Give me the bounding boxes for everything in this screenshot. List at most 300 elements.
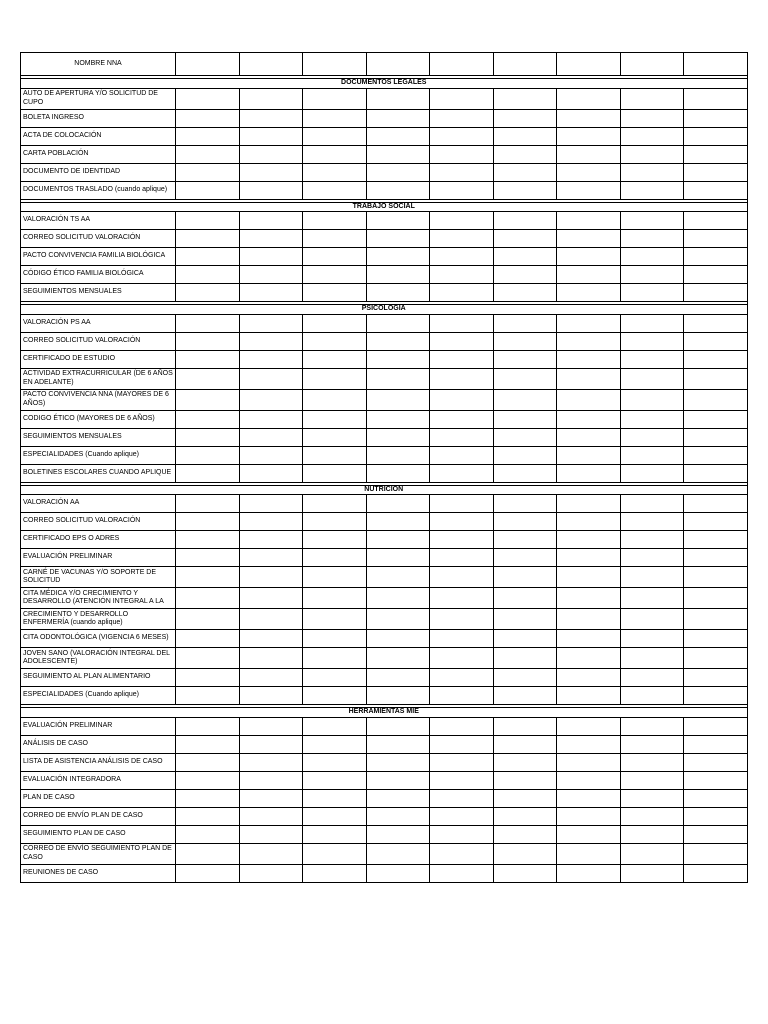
entry-cell[interactable] (430, 648, 494, 669)
entry-cell[interactable] (620, 145, 684, 163)
entry-cell[interactable] (176, 825, 240, 843)
entry-cell[interactable] (493, 717, 557, 735)
entry-cell[interactable] (176, 549, 240, 567)
entry-cell[interactable] (684, 531, 748, 549)
entry-cell[interactable] (303, 789, 367, 807)
entry-cell[interactable] (620, 588, 684, 609)
entry-cell[interactable] (620, 717, 684, 735)
entry-cell[interactable] (430, 181, 494, 199)
entry-cell[interactable] (430, 825, 494, 843)
entry-cell[interactable] (366, 630, 430, 648)
entry-cell[interactable] (684, 609, 748, 630)
entry-cell[interactable] (493, 843, 557, 864)
entry-cell[interactable] (684, 771, 748, 789)
entry-cell[interactable] (176, 284, 240, 302)
entry-cell[interactable] (239, 230, 303, 248)
entry-cell[interactable] (430, 567, 494, 588)
entry-cell[interactable] (303, 181, 367, 199)
entry-cell[interactable] (239, 864, 303, 882)
entry-cell[interactable] (493, 864, 557, 882)
entry-cell[interactable] (684, 389, 748, 410)
entry-cell[interactable] (620, 630, 684, 648)
entry-cell[interactable] (430, 630, 494, 648)
entry-cell[interactable] (430, 864, 494, 882)
entry-cell[interactable] (684, 109, 748, 127)
entry-cell[interactable] (620, 771, 684, 789)
entry-cell[interactable] (493, 531, 557, 549)
entry-cell[interactable] (430, 687, 494, 705)
entry-cell[interactable] (620, 807, 684, 825)
entry-cell[interactable] (557, 181, 621, 199)
entry-cell[interactable] (366, 368, 430, 389)
entry-cell[interactable] (366, 350, 430, 368)
entry-cell[interactable] (366, 446, 430, 464)
entry-cell[interactable] (684, 248, 748, 266)
entry-cell[interactable] (176, 145, 240, 163)
entry-cell[interactable] (176, 495, 240, 513)
entry-cell[interactable] (557, 630, 621, 648)
entry-cell[interactable] (366, 648, 430, 669)
entry-cell[interactable] (430, 314, 494, 332)
entry-cell[interactable] (684, 446, 748, 464)
entry-cell[interactable] (366, 266, 430, 284)
entry-cell[interactable] (176, 389, 240, 410)
entry-cell[interactable] (366, 212, 430, 230)
entry-cell[interactable] (303, 389, 367, 410)
entry-cell[interactable] (239, 127, 303, 145)
entry-cell[interactable] (684, 789, 748, 807)
entry-cell[interactable] (239, 807, 303, 825)
entry-cell[interactable] (303, 735, 367, 753)
entry-cell[interactable] (684, 368, 748, 389)
entry-cell[interactable] (684, 145, 748, 163)
entry-cell[interactable] (684, 428, 748, 446)
entry-cell[interactable] (430, 127, 494, 145)
entry-cell[interactable] (176, 513, 240, 531)
entry-cell[interactable] (430, 807, 494, 825)
entry-cell[interactable] (493, 669, 557, 687)
entry-cell[interactable] (366, 549, 430, 567)
entry-cell[interactable] (684, 332, 748, 350)
entry-cell[interactable] (684, 410, 748, 428)
entry-cell[interactable] (620, 513, 684, 531)
entry-cell[interactable] (303, 446, 367, 464)
entry-cell[interactable] (366, 163, 430, 181)
entry-cell[interactable] (430, 230, 494, 248)
entry-cell[interactable] (493, 145, 557, 163)
entry-cell[interactable] (239, 567, 303, 588)
entry-cell[interactable] (366, 248, 430, 266)
entry-cell[interactable] (239, 350, 303, 368)
entry-cell[interactable] (366, 567, 430, 588)
entry-cell[interactable] (176, 717, 240, 735)
entry-cell[interactable] (239, 588, 303, 609)
entry-cell[interactable] (366, 88, 430, 109)
entry-cell[interactable] (430, 368, 494, 389)
entry-cell[interactable] (684, 314, 748, 332)
entry-cell[interactable] (493, 248, 557, 266)
entry-cell[interactable] (557, 771, 621, 789)
entry-cell[interactable] (366, 314, 430, 332)
entry-cell[interactable] (430, 513, 494, 531)
entry-cell[interactable] (684, 567, 748, 588)
entry-cell[interactable] (366, 687, 430, 705)
entry-cell[interactable] (239, 53, 303, 76)
entry-cell[interactable] (620, 753, 684, 771)
entry-cell[interactable] (303, 687, 367, 705)
entry-cell[interactable] (430, 410, 494, 428)
entry-cell[interactable] (557, 513, 621, 531)
entry-cell[interactable] (366, 410, 430, 428)
entry-cell[interactable] (366, 428, 430, 446)
entry-cell[interactable] (493, 109, 557, 127)
entry-cell[interactable] (430, 789, 494, 807)
entry-cell[interactable] (493, 771, 557, 789)
entry-cell[interactable] (620, 789, 684, 807)
entry-cell[interactable] (684, 717, 748, 735)
entry-cell[interactable] (366, 230, 430, 248)
entry-cell[interactable] (684, 669, 748, 687)
entry-cell[interactable] (430, 735, 494, 753)
entry-cell[interactable] (684, 181, 748, 199)
entry-cell[interactable] (303, 230, 367, 248)
entry-cell[interactable] (176, 248, 240, 266)
entry-cell[interactable] (493, 588, 557, 609)
entry-cell[interactable] (303, 513, 367, 531)
entry-cell[interactable] (303, 588, 367, 609)
entry-cell[interactable] (557, 807, 621, 825)
entry-cell[interactable] (176, 588, 240, 609)
entry-cell[interactable] (430, 771, 494, 789)
entry-cell[interactable] (176, 446, 240, 464)
entry-cell[interactable] (303, 145, 367, 163)
entry-cell[interactable] (366, 389, 430, 410)
entry-cell[interactable] (684, 53, 748, 76)
entry-cell[interactable] (493, 181, 557, 199)
entry-cell[interactable] (430, 495, 494, 513)
entry-cell[interactable] (620, 314, 684, 332)
entry-cell[interactable] (620, 648, 684, 669)
entry-cell[interactable] (684, 630, 748, 648)
entry-cell[interactable] (493, 464, 557, 482)
entry-cell[interactable] (493, 648, 557, 669)
entry-cell[interactable] (239, 549, 303, 567)
entry-cell[interactable] (303, 549, 367, 567)
entry-cell[interactable] (493, 735, 557, 753)
entry-cell[interactable] (176, 266, 240, 284)
entry-cell[interactable] (430, 446, 494, 464)
entry-cell[interactable] (557, 531, 621, 549)
entry-cell[interactable] (557, 389, 621, 410)
entry-cell[interactable] (430, 350, 494, 368)
entry-cell[interactable] (620, 389, 684, 410)
entry-cell[interactable] (366, 789, 430, 807)
entry-cell[interactable] (557, 669, 621, 687)
entry-cell[interactable] (239, 789, 303, 807)
entry-cell[interactable] (239, 609, 303, 630)
entry-cell[interactable] (303, 495, 367, 513)
entry-cell[interactable] (620, 284, 684, 302)
entry-cell[interactable] (684, 825, 748, 843)
entry-cell[interactable] (303, 410, 367, 428)
entry-cell[interactable] (493, 789, 557, 807)
entry-cell[interactable] (684, 735, 748, 753)
entry-cell[interactable] (239, 735, 303, 753)
entry-cell[interactable] (557, 88, 621, 109)
entry-cell[interactable] (303, 284, 367, 302)
entry-cell[interactable] (176, 771, 240, 789)
entry-cell[interactable] (303, 807, 367, 825)
entry-cell[interactable] (239, 669, 303, 687)
entry-cell[interactable] (176, 807, 240, 825)
entry-cell[interactable] (493, 410, 557, 428)
entry-cell[interactable] (430, 464, 494, 482)
entry-cell[interactable] (493, 53, 557, 76)
entry-cell[interactable] (303, 314, 367, 332)
entry-cell[interactable] (684, 350, 748, 368)
entry-cell[interactable] (366, 717, 430, 735)
entry-cell[interactable] (557, 248, 621, 266)
entry-cell[interactable] (176, 88, 240, 109)
entry-cell[interactable] (239, 368, 303, 389)
entry-cell[interactable] (176, 735, 240, 753)
entry-cell[interactable] (620, 687, 684, 705)
entry-cell[interactable] (176, 609, 240, 630)
entry-cell[interactable] (493, 163, 557, 181)
entry-cell[interactable] (684, 588, 748, 609)
entry-cell[interactable] (557, 332, 621, 350)
entry-cell[interactable] (366, 864, 430, 882)
entry-cell[interactable] (239, 332, 303, 350)
entry-cell[interactable] (176, 53, 240, 76)
entry-cell[interactable] (239, 495, 303, 513)
entry-cell[interactable] (303, 163, 367, 181)
entry-cell[interactable] (366, 127, 430, 145)
entry-cell[interactable] (239, 843, 303, 864)
entry-cell[interactable] (176, 669, 240, 687)
entry-cell[interactable] (239, 717, 303, 735)
entry-cell[interactable] (176, 789, 240, 807)
entry-cell[interactable] (493, 314, 557, 332)
entry-cell[interactable] (303, 350, 367, 368)
entry-cell[interactable] (620, 53, 684, 76)
entry-cell[interactable] (557, 446, 621, 464)
entry-cell[interactable] (557, 843, 621, 864)
entry-cell[interactable] (366, 735, 430, 753)
entry-cell[interactable] (620, 495, 684, 513)
entry-cell[interactable] (176, 350, 240, 368)
entry-cell[interactable] (557, 495, 621, 513)
entry-cell[interactable] (176, 843, 240, 864)
entry-cell[interactable] (493, 549, 557, 567)
entry-cell[interactable] (303, 669, 367, 687)
entry-cell[interactable] (620, 350, 684, 368)
entry-cell[interactable] (493, 389, 557, 410)
entry-cell[interactable] (620, 332, 684, 350)
entry-cell[interactable] (303, 531, 367, 549)
entry-cell[interactable] (303, 127, 367, 145)
entry-cell[interactable] (176, 127, 240, 145)
entry-cell[interactable] (620, 549, 684, 567)
entry-cell[interactable] (303, 464, 367, 482)
entry-cell[interactable] (430, 284, 494, 302)
entry-cell[interactable] (684, 163, 748, 181)
entry-cell[interactable] (303, 332, 367, 350)
entry-cell[interactable] (176, 212, 240, 230)
entry-cell[interactable] (366, 531, 430, 549)
entry-cell[interactable] (493, 446, 557, 464)
entry-cell[interactable] (684, 464, 748, 482)
entry-cell[interactable] (493, 630, 557, 648)
entry-cell[interactable] (303, 864, 367, 882)
entry-cell[interactable] (684, 495, 748, 513)
entry-cell[interactable] (176, 687, 240, 705)
entry-cell[interactable] (557, 687, 621, 705)
entry-cell[interactable] (239, 687, 303, 705)
entry-cell[interactable] (557, 464, 621, 482)
entry-cell[interactable] (493, 368, 557, 389)
entry-cell[interactable] (303, 567, 367, 588)
entry-cell[interactable] (176, 464, 240, 482)
entry-cell[interactable] (620, 88, 684, 109)
entry-cell[interactable] (493, 687, 557, 705)
entry-cell[interactable] (557, 212, 621, 230)
entry-cell[interactable] (366, 145, 430, 163)
entry-cell[interactable] (430, 389, 494, 410)
entry-cell[interactable] (239, 109, 303, 127)
entry-cell[interactable] (239, 284, 303, 302)
entry-cell[interactable] (493, 428, 557, 446)
entry-cell[interactable] (557, 735, 621, 753)
entry-cell[interactable] (620, 864, 684, 882)
entry-cell[interactable] (620, 609, 684, 630)
entry-cell[interactable] (557, 789, 621, 807)
entry-cell[interactable] (620, 212, 684, 230)
entry-cell[interactable] (176, 314, 240, 332)
entry-cell[interactable] (239, 410, 303, 428)
entry-cell[interactable] (684, 284, 748, 302)
entry-cell[interactable] (366, 181, 430, 199)
entry-cell[interactable] (366, 109, 430, 127)
entry-cell[interactable] (493, 567, 557, 588)
entry-cell[interactable] (239, 88, 303, 109)
entry-cell[interactable] (366, 284, 430, 302)
entry-cell[interactable] (684, 513, 748, 531)
entry-cell[interactable] (239, 181, 303, 199)
entry-cell[interactable] (239, 630, 303, 648)
entry-cell[interactable] (557, 230, 621, 248)
entry-cell[interactable] (430, 549, 494, 567)
entry-cell[interactable] (620, 428, 684, 446)
entry-cell[interactable] (557, 109, 621, 127)
entry-cell[interactable] (366, 753, 430, 771)
entry-cell[interactable] (303, 368, 367, 389)
entry-cell[interactable] (430, 717, 494, 735)
entry-cell[interactable] (239, 446, 303, 464)
entry-cell[interactable] (557, 588, 621, 609)
entry-cell[interactable] (303, 771, 367, 789)
entry-cell[interactable] (176, 630, 240, 648)
entry-cell[interactable] (303, 109, 367, 127)
entry-cell[interactable] (620, 368, 684, 389)
entry-cell[interactable] (176, 753, 240, 771)
entry-cell[interactable] (684, 127, 748, 145)
entry-cell[interactable] (620, 446, 684, 464)
entry-cell[interactable] (557, 549, 621, 567)
entry-cell[interactable] (176, 163, 240, 181)
entry-cell[interactable] (430, 588, 494, 609)
entry-cell[interactable] (493, 753, 557, 771)
entry-cell[interactable] (366, 843, 430, 864)
entry-cell[interactable] (620, 127, 684, 145)
entry-cell[interactable] (557, 864, 621, 882)
entry-cell[interactable] (557, 753, 621, 771)
entry-cell[interactable] (239, 428, 303, 446)
entry-cell[interactable] (239, 145, 303, 163)
entry-cell[interactable] (684, 864, 748, 882)
entry-cell[interactable] (493, 127, 557, 145)
entry-cell[interactable] (430, 753, 494, 771)
entry-cell[interactable] (620, 163, 684, 181)
entry-cell[interactable] (684, 230, 748, 248)
entry-cell[interactable] (557, 428, 621, 446)
entry-cell[interactable] (239, 212, 303, 230)
entry-cell[interactable] (493, 513, 557, 531)
entry-cell[interactable] (620, 248, 684, 266)
entry-cell[interactable] (620, 464, 684, 482)
entry-cell[interactable] (176, 109, 240, 127)
entry-cell[interactable] (430, 53, 494, 76)
entry-cell[interactable] (176, 428, 240, 446)
entry-cell[interactable] (493, 88, 557, 109)
entry-cell[interactable] (620, 109, 684, 127)
entry-cell[interactable] (620, 843, 684, 864)
entry-cell[interactable] (493, 807, 557, 825)
entry-cell[interactable] (303, 843, 367, 864)
entry-cell[interactable] (176, 567, 240, 588)
entry-cell[interactable] (493, 212, 557, 230)
entry-cell[interactable] (557, 825, 621, 843)
entry-cell[interactable] (557, 127, 621, 145)
entry-cell[interactable] (176, 230, 240, 248)
entry-cell[interactable] (303, 428, 367, 446)
entry-cell[interactable] (557, 648, 621, 669)
entry-cell[interactable] (430, 266, 494, 284)
entry-cell[interactable] (557, 717, 621, 735)
entry-cell[interactable] (493, 284, 557, 302)
entry-cell[interactable] (303, 248, 367, 266)
entry-cell[interactable] (557, 266, 621, 284)
entry-cell[interactable] (493, 350, 557, 368)
entry-cell[interactable] (239, 248, 303, 266)
entry-cell[interactable] (303, 609, 367, 630)
entry-cell[interactable] (239, 314, 303, 332)
entry-cell[interactable] (557, 410, 621, 428)
entry-cell[interactable] (620, 230, 684, 248)
entry-cell[interactable] (430, 843, 494, 864)
entry-cell[interactable] (684, 753, 748, 771)
entry-cell[interactable] (366, 825, 430, 843)
entry-cell[interactable] (366, 513, 430, 531)
entry-cell[interactable] (684, 266, 748, 284)
entry-cell[interactable] (366, 588, 430, 609)
entry-cell[interactable] (430, 248, 494, 266)
entry-cell[interactable] (176, 181, 240, 199)
entry-cell[interactable] (239, 753, 303, 771)
entry-cell[interactable] (303, 717, 367, 735)
entry-cell[interactable] (493, 332, 557, 350)
entry-cell[interactable] (366, 332, 430, 350)
